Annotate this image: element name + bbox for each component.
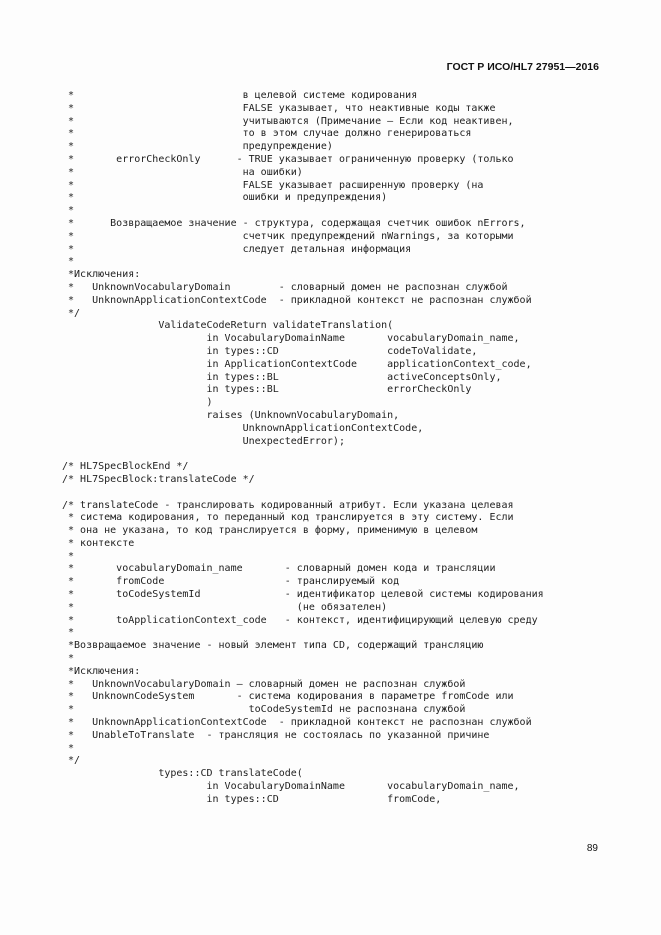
code-line: in types::CD codeToValidate, (62, 345, 478, 357)
code-line: * учитываются (Примечание — Если код неактивен, (62, 115, 514, 127)
code-line (62, 448, 622, 461)
code-line: * errorCheckOnly - TRUE указывает ограниченную проверку (только (62, 153, 514, 165)
code-line: */ (62, 307, 81, 319)
code-line: * предупреждение) (62, 141, 333, 153)
code-line: * она не указана, то код транслируется в форму, применимую в целевом (62, 525, 478, 537)
code-line: /* HL7SpecBlockEnd */ (62, 461, 189, 473)
code-line: *Исключения: (62, 269, 141, 281)
code-line: /* HL7SpecBlock:translateCode */ (62, 473, 255, 485)
code-line: * ошибки и предупреждения) (62, 192, 388, 204)
code-line: in ApplicationContextCode applicationContext_code, (62, 358, 532, 370)
standard-header: ГОСТ Р ИСО/HL7 27951—2016 (446, 61, 599, 73)
code-line: UnexpectedError); (62, 435, 345, 447)
code-line: * UnknownVocabularyDomain - словарный домен не распознан службой (62, 281, 508, 293)
code-line: types::CD translateCode( (62, 768, 303, 780)
page-number: 89 (586, 843, 598, 854)
code-line: * UnknownCodeSystem - система кодирования в параметре fromCode или (62, 691, 514, 703)
code-line: * UnknownApplicationContextCode - прикладной контекст не распознан службой (62, 717, 532, 729)
code-line: * (62, 550, 75, 562)
code-listing (62, 90, 622, 807)
code-line: * (не обязателен) (62, 601, 388, 613)
code-line: ) (62, 397, 213, 409)
code-line: * toApplicationContext_code - контекст, идентифицирующий целевую среду (62, 614, 538, 626)
code-line: * UnableToTranslate - трансляция не состоялась по указанной причине (62, 729, 490, 741)
code-line: * FALSE указывает расширенную проверку (на (62, 179, 484, 191)
code-line: * UnknownApplicationContextCode - прикладной контекст не распознан службой (62, 294, 532, 306)
code-line: * то в этом случае должно генерироваться (62, 128, 472, 140)
code-line: UnknownApplicationContextCode, (62, 422, 424, 434)
code-line: * (62, 256, 75, 268)
code-line: * следует детальная информация (62, 243, 412, 255)
code-line: * на ошибки) (62, 166, 303, 178)
code-line: in types::BL activeConceptsOnly, (62, 371, 502, 383)
code-line: in VocabularyDomainName vocabularyDomain_name, (62, 333, 520, 345)
code-line: * FALSE указывает, что неактивные коды также (62, 102, 496, 114)
code-line: in types::BL errorCheckOnly (62, 384, 472, 396)
code-line: in VocabularyDomainName vocabularyDomain_name, (62, 781, 520, 793)
code-line: * UnknownVocabularyDomain — словарный домен не распознан службой (62, 678, 466, 690)
code-line: * toCodeSystemId - идентификатор целевой системы кодирования (62, 589, 544, 601)
code-line: * контексте (62, 537, 135, 549)
code-line: ValidateCodeReturn validateTranslation( (62, 320, 394, 332)
code-line: * в целевой системе кодирования (62, 90, 418, 101)
code-line: * (62, 653, 75, 665)
code-line: */ (62, 755, 81, 767)
code-line (62, 487, 622, 500)
code-line: * (62, 742, 75, 754)
code-line: * (62, 205, 75, 217)
code-line: * fromCode - транслируемый код (62, 576, 400, 588)
code-line: /* translateCode - транслировать кодированный атрибут. Если указана целевая (62, 499, 514, 511)
code-line: * система кодирования, то переданный код транслируется в эту систему. Если (62, 512, 514, 524)
code-line: *Исключения: (62, 665, 141, 677)
code-line: *Возвращаемое значение - новый элемент типа CD, содержащий трансляцию (62, 640, 484, 652)
code-line: * счетчик предупреждений nWarnings, за которыми (62, 230, 514, 242)
code-line: * (62, 627, 75, 639)
code-line: * Возвращаемое значение - структура, содержащая счетчик ошибок nErrors, (62, 217, 526, 229)
code-line: * vocabularyDomain_name - словарный домен кода и трансляции (62, 563, 496, 575)
code-line: * toCodeSystemId не распознана службой (62, 704, 466, 716)
code-line: raises (UnknownVocabularyDomain, (62, 409, 400, 421)
code-line: in types::CD fromCode, (62, 793, 442, 805)
